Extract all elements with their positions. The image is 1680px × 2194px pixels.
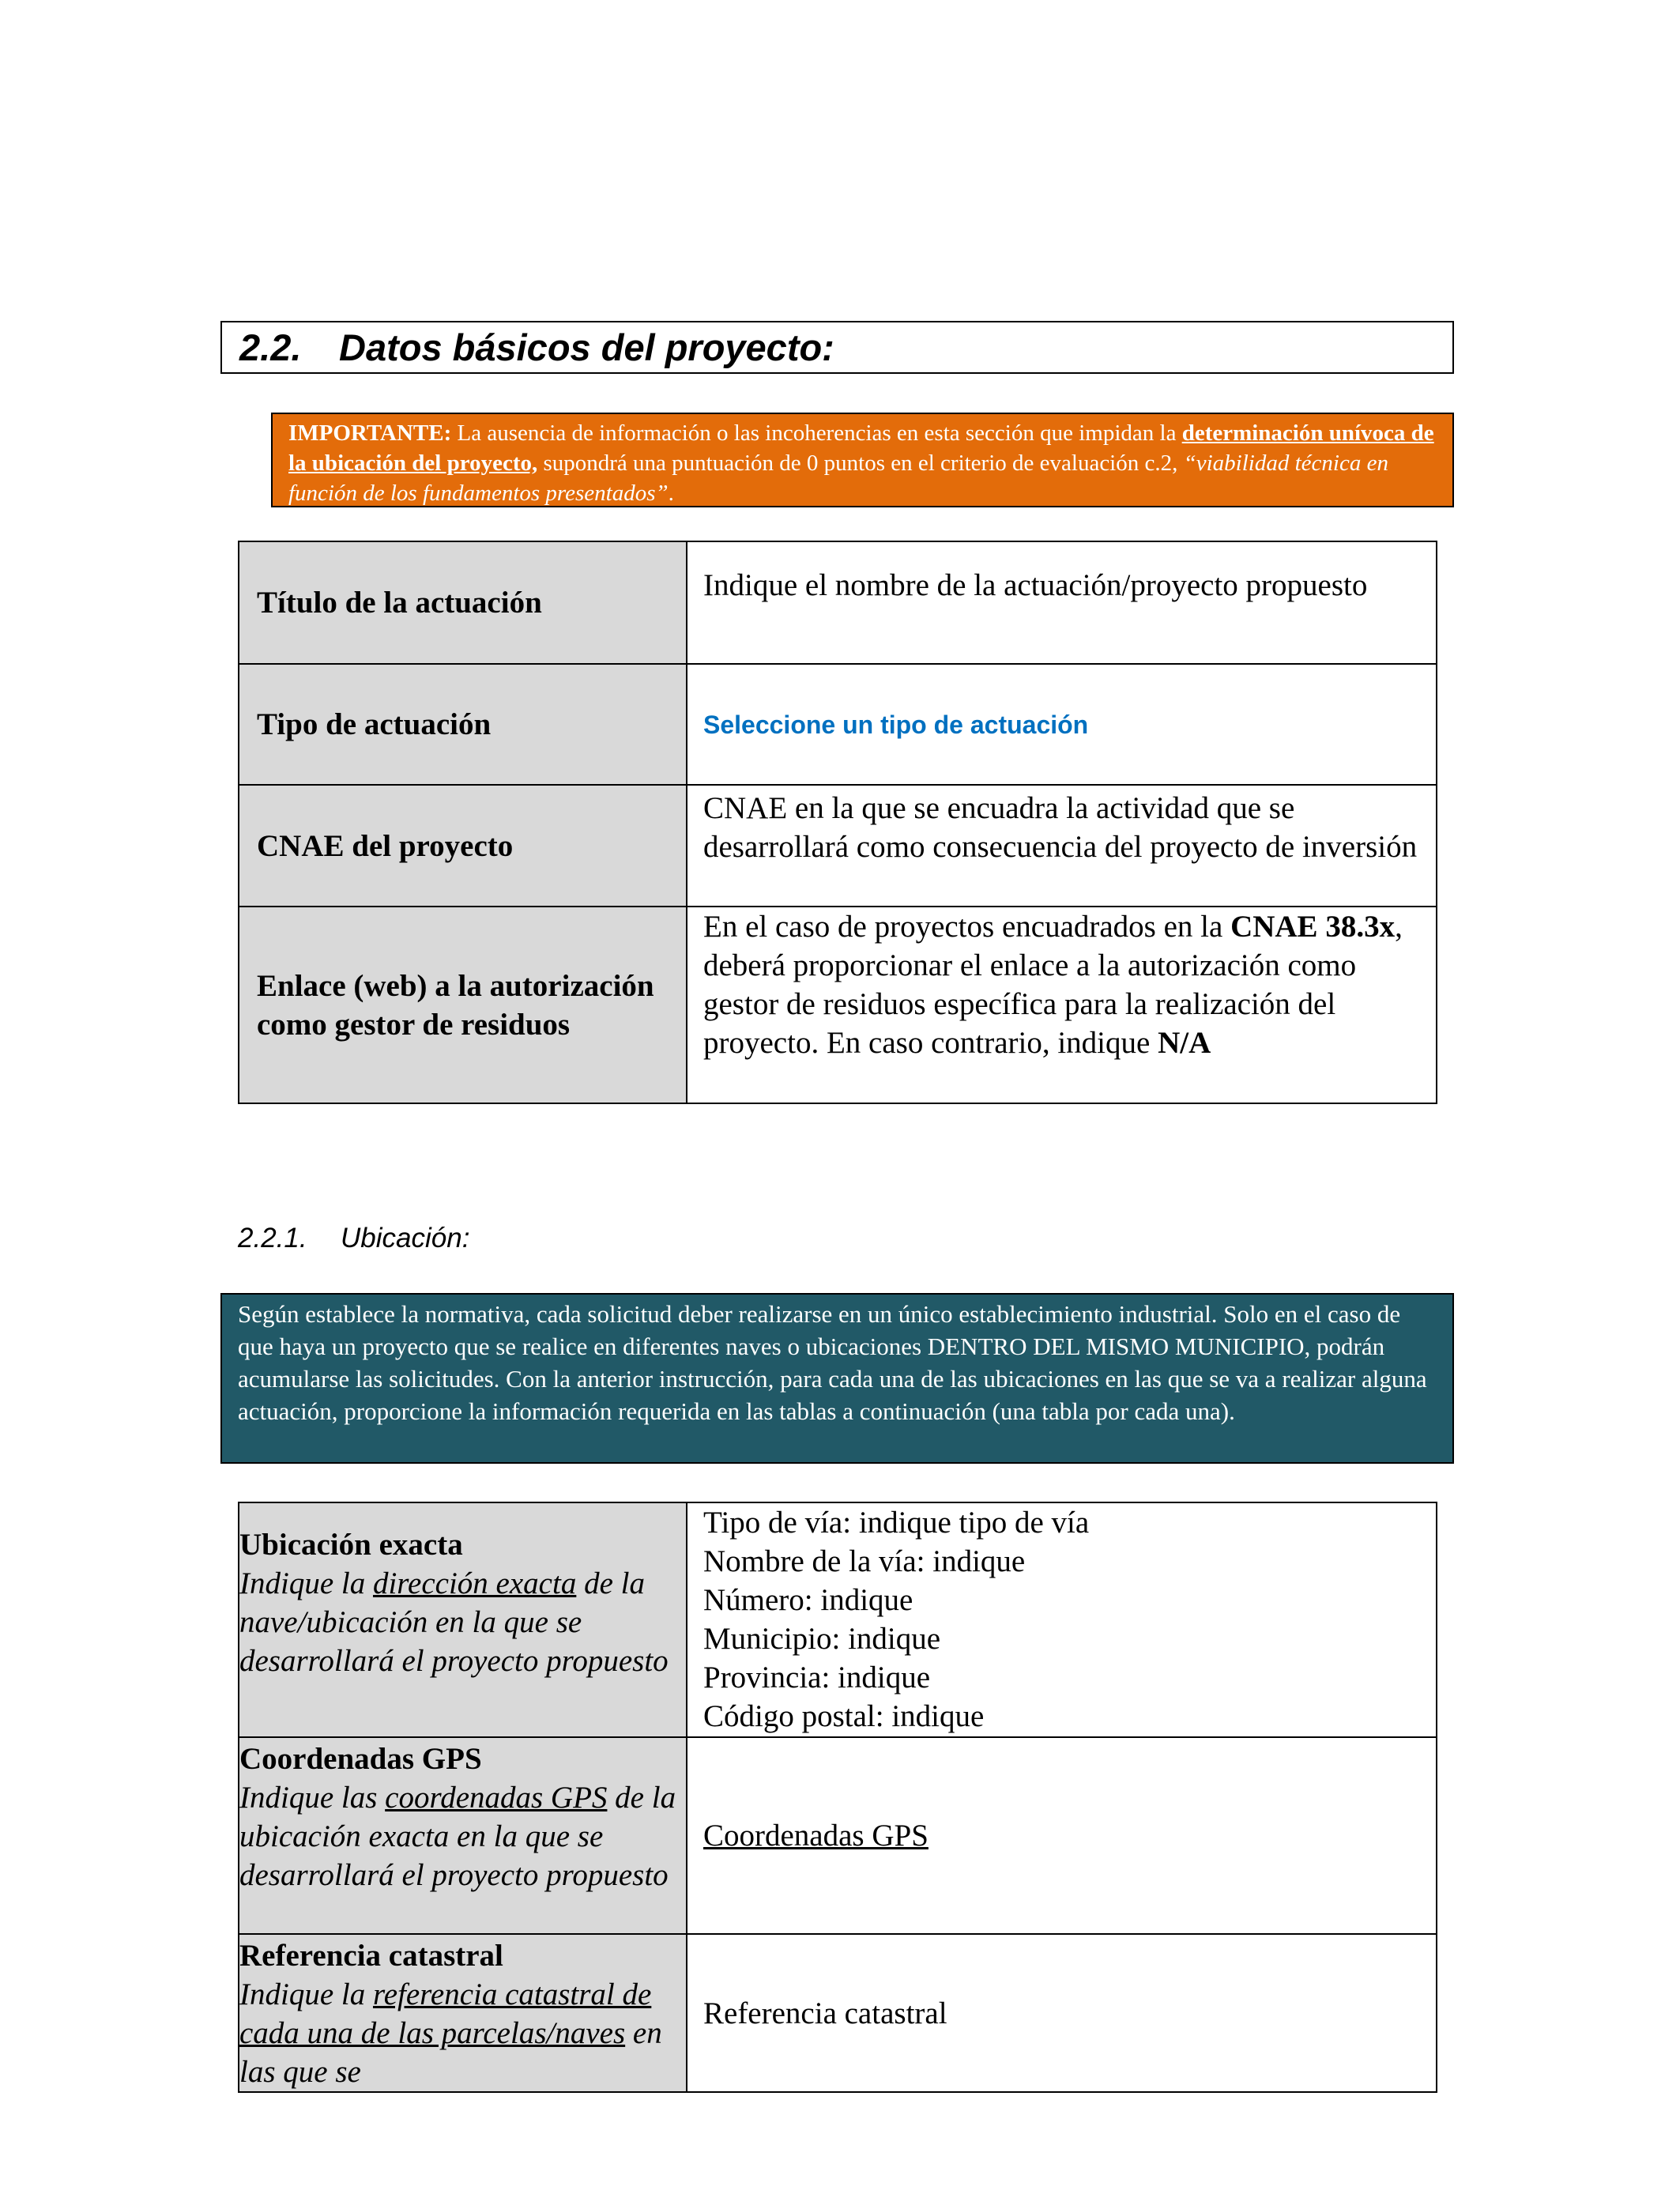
important-label: IMPORTANTE: (288, 420, 452, 446)
tipo-via-line[interactable]: Tipo de vía: indique tipo de vía (703, 1506, 1090, 1540)
enlace-text-a: En el caso de proyectos encuadrados en la (703, 910, 1231, 944)
table-row (239, 1934, 1437, 2092)
important-text-1: La ausencia de información o las incoherencias en esta sección que impidan la (451, 420, 1182, 446)
gps-value[interactable]: Coordenadas GPS (703, 1819, 929, 1853)
section-heading (220, 321, 1454, 374)
table-row (239, 1502, 1437, 1737)
codigo-postal-line[interactable]: Código postal: indique (703, 1699, 985, 1733)
subsection-heading (238, 1221, 469, 1256)
tipo-actuacion-select[interactable]: Seleccione un tipo de actuación (703, 711, 1089, 739)
normativa-notice: Según establece la normativa, cada solicitud deber realizarse en un único establecimiento industrial. Solo en el caso de que haya un proyecto que se realice en diferentes naves o ubicaciones DENTRO DEL MISMO MUNICIPIO, podrán acumularse las solicitudes. Con la anterior instrucción, para cada una de las ubicaciones en las que se va a realizar alguna actuación, proporcione la información requerida en las tablas a continuación (una tabla por cada una). (220, 1293, 1454, 1464)
catastral-title: Referencia catastral (239, 1939, 503, 1973)
important-text-2: supondrá una puntuación de 0 puntos en el criterio de evaluación c.2, (537, 450, 1184, 476)
table-row (239, 664, 1437, 785)
field-enlace[interactable] (687, 907, 1437, 1103)
row-label-ubicacion (239, 1502, 687, 1737)
important-notice (271, 413, 1454, 507)
ubicacion-desc: Indique la dirección exacta de la nave/ubicación en la que se desarrollará el proyecto propuesto (239, 1566, 669, 1678)
field-titulo[interactable]: Indique el nombre de la actuación/proyecto propuesto (687, 541, 1437, 664)
table-row (239, 1737, 1437, 1934)
section-number: 2.2. (239, 326, 302, 368)
important-end: . (668, 481, 674, 506)
field-cnae[interactable]: CNAE en la que se encuadra la actividad que se desarrollará como consecuencia del proyecto de inversión (687, 785, 1437, 907)
field-gps[interactable] (687, 1737, 1437, 1934)
subsection-number: 2.2.1. (238, 1223, 307, 1253)
important-quote: “viabilidad técnica en función de los fundamentos presentados” (288, 450, 1388, 506)
municipio-line[interactable]: Municipio: indique (703, 1622, 941, 1656)
row-label-enlace: Enlace (web) a la autorización como gestor de residuos (239, 907, 687, 1103)
ubicacion-title: Ubicación exacta (239, 1528, 463, 1562)
basic-data-table (238, 541, 1437, 1104)
field-tipo[interactable] (687, 664, 1437, 785)
gps-desc: Indique las coordenadas GPS de la ubicación exacta en la que se desarrollará el proyecto propuesto (239, 1781, 676, 1892)
catastral-desc: Indique la referencia catastral de cada una de las parcelas/naves en las que se (239, 1977, 662, 2089)
section-title: Datos básicos del proyecto: (339, 326, 834, 368)
table-row (239, 907, 1437, 1103)
enlace-cnae: CNAE 38.3x (1230, 910, 1396, 944)
row-label-gps (239, 1737, 687, 1934)
nombre-via-line[interactable]: Nombre de la vía: indique (703, 1544, 1026, 1578)
table-row (239, 541, 1437, 664)
enlace-text-c: , deberá proporcionar el enlace a la autorización como gestor de residuos específica para la realización del proyecto. En caso contrario, indique (703, 910, 1403, 1060)
numero-line[interactable]: Número: indique (703, 1583, 913, 1617)
row-label-catastral (239, 1934, 687, 2092)
row-label-cnae: CNAE del proyecto (239, 785, 687, 907)
provincia-line[interactable]: Provincia: indique (703, 1661, 931, 1695)
location-table (238, 1502, 1437, 2093)
subsection-title: Ubicación: (341, 1223, 470, 1253)
important-underlined: determinación unívoca de la ubicación del proyecto, (288, 420, 1434, 476)
field-ubicacion[interactable] (687, 1502, 1437, 1737)
row-label-tipo: Tipo de actuación (239, 664, 687, 785)
gps-title: Coordenadas GPS (239, 1742, 482, 1776)
field-catastral[interactable]: Referencia catastral (687, 1934, 1437, 2092)
row-label-titulo: Título de la actuación (239, 541, 687, 664)
table-row (239, 785, 1437, 907)
enlace-na: N/A (1158, 1026, 1211, 1060)
